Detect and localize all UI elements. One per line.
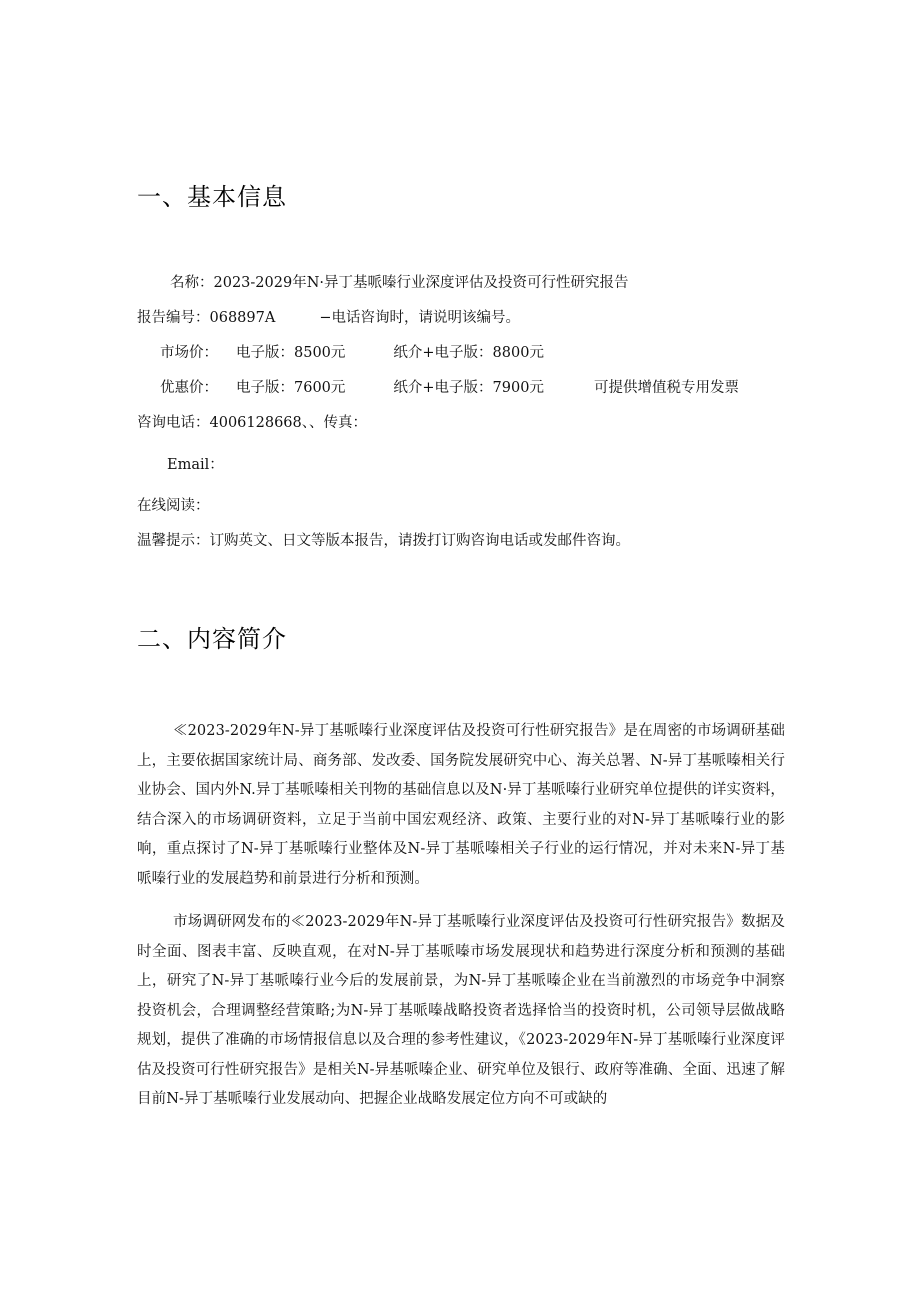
phone-line: 咨询电话：4006128668、、传真： [137, 415, 368, 431]
invoice-note: 可提供增值税专用发票 [593, 380, 739, 396]
report-code-label: 报告编号： [137, 310, 210, 326]
discount-price-label: 优惠价： [160, 380, 218, 396]
section-heading-content-summary: 二、内容简介 [137, 625, 287, 653]
report-name-label: 名称： [170, 275, 214, 291]
report-code-line [137, 308, 520, 328]
discount-price-line [160, 378, 739, 398]
report-code-note: −电话咨询时，请说明该编号。 [319, 310, 520, 326]
discount-price-electronic: 电子版：7600元 [236, 380, 346, 396]
tip-line: 温馨提示：订购英文、日文等版本报告，请拨打订购咨询电话或发邮件咨询。 [137, 533, 630, 549]
report-name-line [170, 273, 629, 293]
section-heading-basic-info: 一、基本信息 [137, 183, 287, 211]
report-code-value: 068897A [209, 310, 276, 326]
summary-paragraph-2: 市场调研网发布的≪2023-2029年N-异丁基哌嗪行业深度评估及投资可行性研究报告》数据及时全面、图表丰富、反映直观，在对N-异丁基哌嗪市场发展现状和趋势进行深度分析和预测的基础上，研究了N-异丁基哌嗪行业今后的发展前景，为N-异丁基哌嗪企业在当前激烈的市场竞争中洞察投资机会，合理调整经营策略;为N-异丁基哌嗪战略投资者选择恰当的投资时机，公司领导层做战略规划，提供了准确的市场情报信息以及合理的参考性建议，《2023-2029年N-异丁基哌嗪行业深度评估及投资可行性研究报告》是相关N-异基哌嗪企业、研究单位及银行、政府等准确、全面、迅速了解目前N-异丁基哌嗪行业发展动向、把握企业战略发展定位方向不可或缺的 [137, 914, 785, 1107]
market-price-line [160, 343, 544, 363]
market-price-paper: 纸介+电子版：8800元 [393, 345, 544, 361]
online-reading-line: 在线阅读： [137, 498, 210, 514]
summary-paragraph-1: ≪2023-2029年N-异丁基哌嗪行业深度评估及投资可行性研究报告》是在周密的市场调研基础上，主要依据国家统计局、商务部、发改委、国务院发展研究中心、海关总署、N-异丁基哌嗪相关行业协会、国内外N.异丁基哌嗪相关刊物的基础信息以及N·异丁基哌嗪行业研究单位提供的详实资料，结合深入的市场调研资料，立足于当前中国宏观经济、政策、主要行业的对N-异丁基哌嗪行业的影响，重点探讨了N-异丁基哌嗪行业整体及N-异丁基哌嗪相关子行业的运行情况，并对未来N-异丁基哌嗪行业的发展趋势和前景进行分析和预测。 [137, 723, 785, 887]
email-line: Email： [167, 457, 224, 473]
discount-price-paper: 纸介+电子版：7900元 [393, 380, 544, 396]
report-name-value: 2023-2029年N·异丁基哌嗪行业深度评估及投资可行性研究报告 [213, 275, 629, 291]
market-price-label: 市场价： [160, 345, 218, 361]
market-price-electronic: 电子版：8500元 [236, 345, 346, 361]
